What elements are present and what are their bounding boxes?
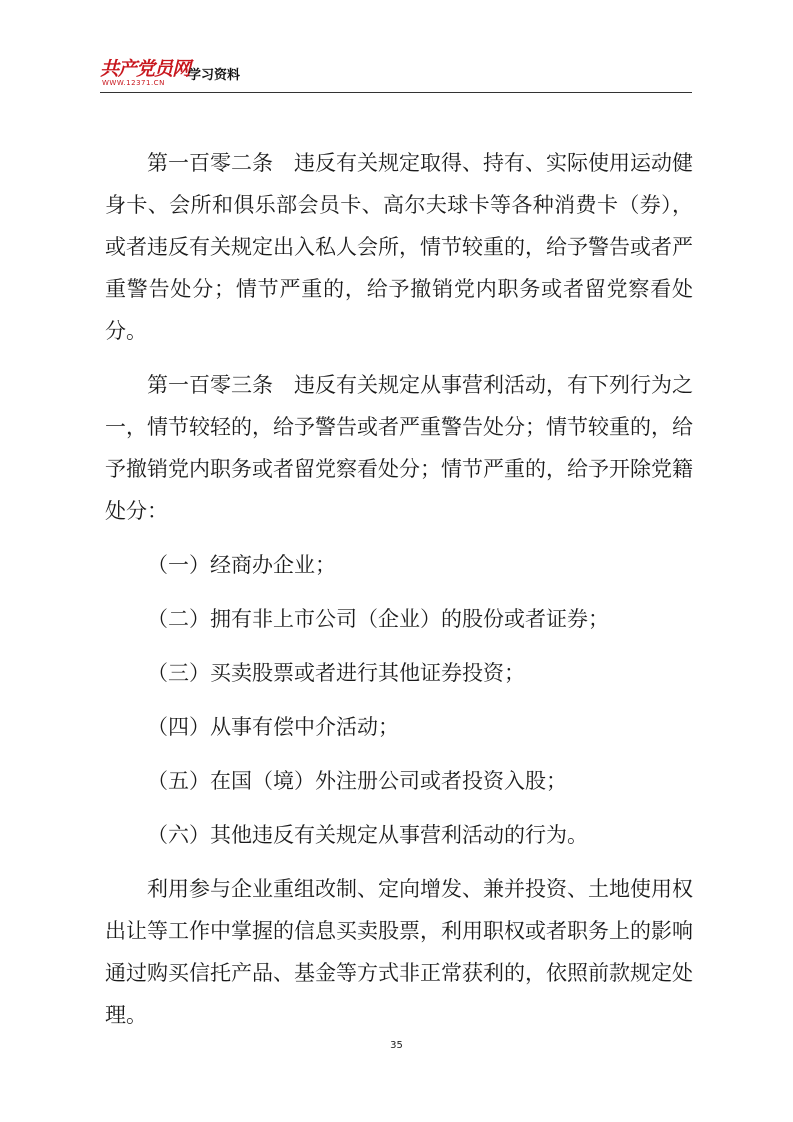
header-divider (100, 92, 692, 93)
list-item: （五）在国（境）外注册公司或者投资入股； (147, 769, 567, 793)
list-item: （六）其他违反有关规定从事营利活动的行为。 (147, 823, 588, 847)
page-number: 35 (390, 1040, 403, 1051)
page-header (100, 52, 692, 92)
site-logo: 共产党员网 (100, 58, 191, 80)
list-item: （三）买卖股票或者进行其他证券投资； (147, 661, 525, 685)
article-102: 第一百零二条 违反有关规定取得、持有、实际使用运动健身卡、会所和俱乐部会员卡、高尔夫球卡等各种消费卡（券），或者违反有关规定出入私人会所，情节较重的，给予警告或者严重警告处分；情节严重的，给予撤销党内职务或者留党察看处分。 (105, 151, 693, 343)
site-logo-url: WWW.12371.CN (102, 79, 165, 87)
header-title: 学习资料 (188, 68, 241, 83)
closing-paragraph: 利用参与企业重组改制、定向增发、兼并投资、土地使用权出让等工作中掌握的信息买卖股票，利用职权或者职务上的影响通过购买信托产品、基金等方式非正常获利的，依照前款规定处理。 (105, 877, 693, 1027)
document-body (105, 142, 693, 1048)
article-103: 第一百零三条 违反有关规定从事营利活动，有下列行为之一，情节较轻的，给予警告或者严重警告处分；情节较重的，给予撤销党内职务或者留党察看处分；情节严重的，给予开除党籍处分： (105, 373, 693, 523)
list-item: （二）拥有非上市公司（企业）的股份或者证券； (147, 607, 609, 631)
list-item: （四）从事有偿中介活动； (147, 715, 399, 739)
list-item: （一）经商办企业； (147, 553, 336, 577)
